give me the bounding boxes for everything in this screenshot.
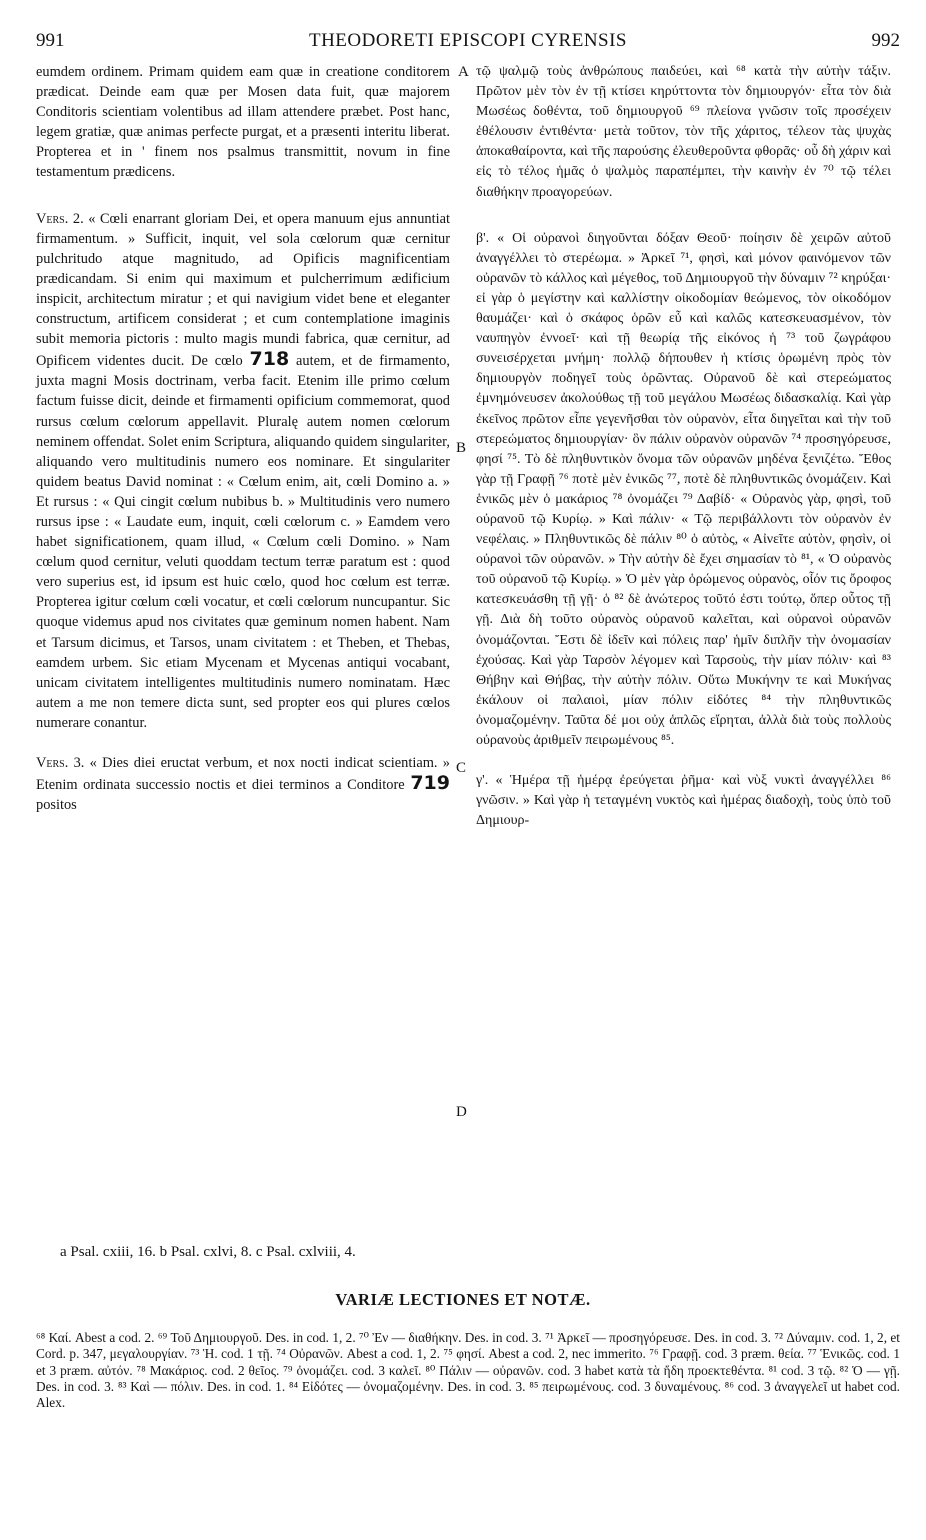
variant-readings-notes: ⁶⁸ Καί. Abest a cod. 2. ⁶⁹ Τοῦ Δημιουργοῦ. Des. in cod. 1, 2. ⁷⁰ Ἐν — διαθήκην. Des. in cod. 3. ⁷¹ Ἀρκεῖ — προσηγόρευσε. Des. in cod. 3. ⁷² Δύναμιν. cod. 1, 2, et Cord. p. 347, μεγαλουργίαν. ⁷³ Ἡ. cod. 1 τῇ. ⁷⁴ Οὐρανῶν. Abest a cod. 1, 2. ⁷⁵ φησί. Abest a cod. 2, nec immerito. ⁷⁶ Γραφῇ. cod. 3 præm. θεία. ⁷⁷ Ἑνικῶς. cod. 1 et 3 præm. αὐτόν. ⁷⁸ Μακάριος. cod. 2 θεῖος. ⁷⁹ ὀνομάζει. cod. 3 καλεῖ. ⁸⁰ Πάλιν — οὐρανῶν. cod. 3 habet κατὰ τὰ ἤδη προεκτεθέντα. ⁸¹ cod. 3 τῷ. ⁸² Ὁ — γῇ. Des. in cod. 3. ⁸³ Καὶ — πόλιν. Des. in cod. 1. ⁸⁴ Εἰδότες — ὀνομαζομένην. Des. in cod. 3. ⁸⁵ πειρωμένους. cod. 3 δυναμένους. ⁸⁶ cod. 3 ἀναγγελεῖ ut habet cod. Alex. [36, 1330, 900, 1411]
column-number-719: 719 [410, 772, 450, 795]
margin-marker-c: C [456, 760, 467, 776]
verse-label: Vers. 3. [36, 755, 85, 771]
margin-marker-a: A [458, 64, 469, 80]
latin-verse-3-text-b: positos [36, 797, 77, 814]
page-number-left: 991 [36, 30, 65, 51]
greek-paragraph-verse-3: γ'. « Ἡμέρα τῇ ἡμέρᾳ ἐρεύγεται ῥῆμα· καὶ νὺξ νυκτὶ ἀναγγέλλει ⁸⁶ γνῶσιν. » Καὶ γὰρ ἡ τεταγμένη νυκτὸς καὶ ἡμέρας διαδοχὴ, τοὺς ὑπὸ τοῦ Δημιουρ- [476, 773, 891, 829]
latin-column [36, 62, 450, 815]
margin-marker-b: B [456, 440, 467, 456]
column-number-718: 718 [249, 348, 290, 371]
scripture-references: a Psal. cxiii, 16. b Psal. cxlvi, 8. c Psal. cxlviii, 4. [60, 1244, 356, 1260]
latin-verse-3-text-a: « Dies diei eructat verbum, et nox nocti indicat scientiam. » Etenim ordinata successio noctis et diei terminos a Conditore [36, 755, 450, 794]
page-header [36, 30, 900, 60]
greek-column [476, 62, 891, 831]
latin-verse-2-text-b: autem, et de firmamento, juxta magni Mosis doctrinam, verba facit. Etenim ille primo cœlum factum fuisse dicit, deinde et firmamenti opificium commemorat, quod rursus cœlum cœlorum appellavit. Pluralę autem nomen cœlorum neminem offendat. Solet enim Scriptura, aliquando quidem singulariter, aliquando vero multitudinis numero eos nominare. Et singulariter quidem beatus David nominat : « Cœlum enim, ait, cœli Domino a. » Et rursus : « Qui cingit cœlum nubibus b. » Multitudinis vero numero rursus ipse : « Laudate eum, inquit, cœli cœlorum c. » Eamdem vero habet significationem, quam illud, « Cœlum cœli Domino. » Nam cœlum quod cernitur, veluti quoddam tectum terræ paratum est : quod vero superius est, id ipsum est huic cœlo, quod hoc cœlum est terræ. Propterea igitur cœlum cœli vocatur, et cœli cœlorum nuncupantur. Sic quoque videmus apud nos civitates quæ geminum nomen habent. Nam et Tarsum dicimus, et Tarsos, unam civitatem : et Theben, et Thebas, eamdem urbem. Sic etiam Mycenam et Mycenas antiqui vocabant, unicam civitatem intelligentes multitudinis numero nominatam. Hæc autem a me non temere dicta sunt, sed propter eos qui plures cœlos numerare conantur. [36, 353, 450, 731]
running-title: THEODORETI EPISCOPI CYRENSIS [308, 30, 628, 51]
latin-paragraph-verse-2 [36, 209, 450, 733]
greek-paragraph-verse-2: β'. « Οἱ οὐρανοὶ διηγοῦνται δόξαν Θεοῦ· ποίησιν δὲ χειρῶν αὐτοῦ ἀναγγέλλει τὸ στερέωμα. » Ἀρκεῖ ⁷¹, φησὶ, καὶ μόνον φαινόμενον τῶν οὐρανῶν τὸ κάλλος καὶ μέγεθος, τοῦ Δημιουργοῦ τὴν δύναμιν ⁷² κηρύξαι· εἰ γὰρ ὁ μεγίστην καὶ καλλίστην οἰκοδομίαν θεώμενος, τὸν οἰκοδόμον θαυμάζει· καὶ ὁ σκάφος ὁρῶν εὖ καὶ καλῶς κατεσκευασμένον, τὸν ναυπηγὸν ἐννοεῖ· καὶ τῇ θεωρίᾳ τῆς εἰκόνος ἡ ⁷³ τοῦ ζωγράφου συνεισέρχεται μνήμη· πολλῷ δήπουθεν ἡ κτίσις ὁρωμένη πρὸς τὸν δημιουργὸν ποδηγεῖ τοὺς ὁρῶντας. Οὐρανοῦ δὲ καὶ στερεώματος ἐμνημόνευσεν ἀκολούθως τῇ τοῦ μεγάλου Μωσέως διδασκαλίᾳ. Καὶ γὰρ ἐκεῖνος πρῶτον εἶπε γεγενῆσθαι τὸν οὐρανὸν, εἶτα διηγεῖται καὶ τὴν τοῦ στερεώματος δημιουργίαν· ὃν πάλιν οὐρανὸν οὐρανῶν ⁷⁴ προσηγόρευσε, φησί ⁷⁵. Τὸ δὲ πληθυντικὸν ὄνομα τῶν οὐρανῶν μηδένα ξενιζέτω. Ἔθος γὰρ τῇ Γραφῇ ⁷⁶ ποτὲ μὲν ἑνικῶς ⁷⁷, ποτὲ δὲ πληθυντικῶς ὀνομάζειν. Καὶ ἑνικῶς μὲν ὁ μακάριος ⁷⁸ ὀνομάζει ⁷⁹ Δαβίδ· « Οὐρανὸς γὰρ, φησὶ, τοῦ οὐρανοῦ τῷ Κυρίῳ. » Καὶ πάλιν· « Τῷ περιβάλλοντι τὸν οὐρανὸν ἐν νεφέλαις. » Πληθυντικῶς δὲ πάλιν ⁸⁰ ὁ αὐτὸς, « Αἰνεῖτε αὐτὸν, φησὶν, οἱ οὐρανοὶ τῶν οὐρανῶν. » Τὴν αὐτὴν δὲ ἔχει σημασίαν τὸ ⁸¹, « Ὁ οὐρανὸς τοῦ οὐρανοῦ τῷ Κυρίῳ. » Ὁ μὲν γὰρ ὁρώμενος οὐρανὸς, οἷόν τις ὄροφος κατεσκευάσθη τῇ γῇ· ὁ ⁸² δὲ ἀνώτερος τοῦτό ἐστι τούτῳ, ὅπερ οὗτος τῇ γῇ. Διὰ δὴ τοῦτο οὐρανὸς οὐρανοῦ καλεῖται, καὶ οὐρανοὶ οὐρανῶν ὀνομάζονται. Ἔστι δὲ ἰδεῖν καὶ πόλεις παρ' ἡμῖν διπλῆν τὴν ὀνομασίαν ἐχούσας. Καὶ γὰρ Ταρσὸν λέγομεν καὶ Ταρσοὺς, τὴν μίαν πόλιν· καὶ ⁸³ Θήβην καὶ Θήβας, τὴν αὐτὴν πόλιν. Οὕτω Μυκήνην τε καὶ Μυκήνας ἐκάλουν οἱ παλαιοὶ, μίαν πόλιν εἰδότες ⁸⁴ τὴν πληθυντικῶς ὀνομαζομένην. Ταῦτα δέ μοι οὐχ ἁπλῶς εἴρηται, ἀλλὰ διὰ τοὺς πολλοὺς οὐρανοὺς ἀριθμεῖν πειρωμένους ⁸⁵. [476, 230, 891, 748]
latin-verse-2-text-a: « Cœli enarrant gloriam Dei, et opera manuum ejus annuntiat firmamentum. » Sufficit, inquit, vel sola cœlorum quæ cernitur pulchritudo atque magnitudo, ad Opificis magnificentiam prædicandam. Si enim qui maximum et pulcherrimum ædificium inspicit, architectum miratur ; et qui navigium videt bene et eleganter constructum, artificem considerat ; et cum contemplatione imaginis subit memoria pictoris : multo magis mundi fabrica, quæ cernitur, ad Opificem videntes ducit. De cœlo [36, 210, 450, 370]
latin-paragraph-intro: eumdem ordinem. Primam quidem eam quæ in creatione conditorem prædicat. Deinde eam quæ per Mosen data fuit, quæ majorem Conditoris scientiam volentibus ad illam attendere præbet. Post hanc, legem gratiæ, quæ animas perfecte purgat, et a præsenti interitu liberat. Propterea et in ' finem nos psalmus transmittit, novum in fine testamentum prædicens. [36, 64, 450, 181]
greek-paragraph-intro: τῷ ψαλμῷ τοὺς ἀνθρώπους παιδεύει, καὶ ⁶⁸ κατὰ τὴν αὐτὴν τάξιν. Πρῶτον μὲν τὸν ἐν τῇ κτίσει κηρύττοντα τὸν δημιουργόν· εἶτα τὸν διὰ Μωσέως δοθέντα, τοῦ δημιουργοῦ ⁶⁹ πλείονα γνῶσιν τοῖς προσέχειν ἐθέλουσιν ἐντιθέντα· μετὰ τοῦτον, τὸν τῆς χάριτος, τέλεον τὰς ψυχὰς ἀποκαθαίροντα, καὶ τῆς παρούσης ἐλευθεροῦντα φθορᾶς· οὗ δὴ χάριν καὶ εἰς τὸ τέλος ἡμᾶς ὁ ψαλμὸς παραπέμπει, τὴν καινὴν ἐν ⁷⁰ τῷ τέλει διαθήκην προαγορεύων. [476, 64, 891, 200]
verse-label: Vers. 2. [36, 210, 84, 227]
latin-paragraph-verse-3 [36, 753, 450, 815]
margin-marker-d: D [456, 1104, 467, 1120]
page-number-right: 992 [871, 30, 900, 51]
notes-title: VARIÆ LECTIONES ET NOTÆ. [335, 1290, 591, 1309]
